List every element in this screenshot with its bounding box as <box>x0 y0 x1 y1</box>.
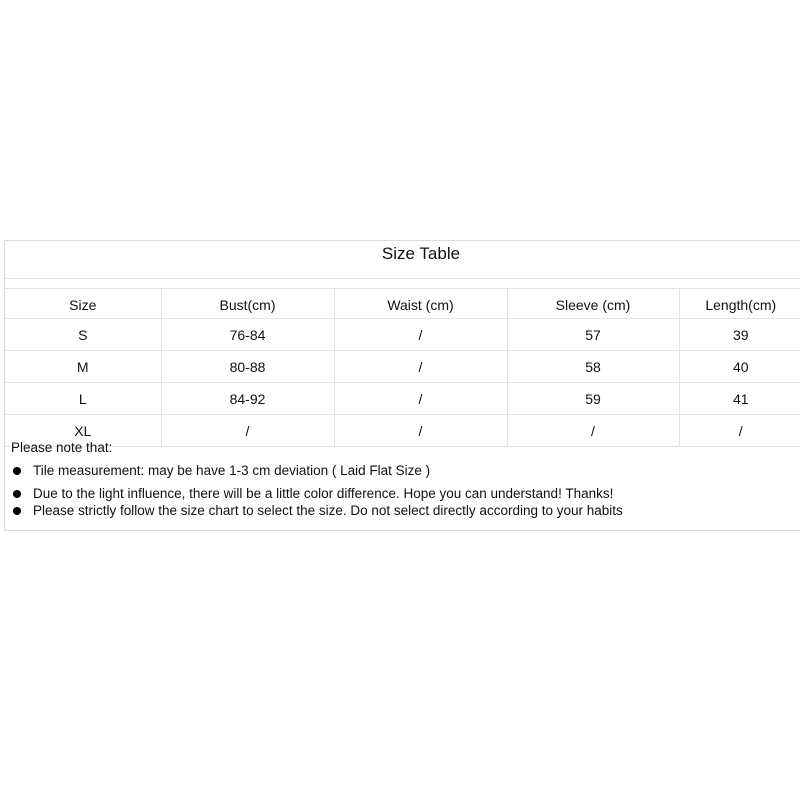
notes-section <box>11 438 791 520</box>
cell-length: 39 <box>679 319 800 351</box>
cell-bust: 80-88 <box>161 351 334 383</box>
bullet-dot-icon <box>13 490 21 498</box>
list-item <box>11 461 791 480</box>
column-header-bust: Bust(cm) <box>161 289 334 319</box>
cell-sleeve: 57 <box>507 319 679 351</box>
cell-bust: 84-92 <box>161 383 334 415</box>
notes-list <box>11 461 791 520</box>
cell-size: M <box>5 351 161 383</box>
cell-bust: / <box>161 415 334 447</box>
table-row <box>5 351 800 383</box>
column-header-length: Length(cm) <box>679 289 800 319</box>
note-text: Due to the light influence, there will be a little color difference. Hope you can understand! Thanks! <box>33 486 614 501</box>
list-item <box>11 484 791 501</box>
size-chart <box>4 240 800 531</box>
bullet-dot-icon <box>13 467 21 475</box>
cell-waist: / <box>334 383 507 415</box>
table-header-row <box>5 289 800 319</box>
cell-length: 40 <box>679 351 800 383</box>
table-row <box>5 319 800 351</box>
column-header-waist: Waist (cm) <box>334 289 507 319</box>
column-header-sleeve: Sleeve (cm) <box>507 289 679 319</box>
notes-heading: Please note that: <box>11 440 113 455</box>
cell-size: L <box>5 383 161 415</box>
column-header-size: Size <box>5 289 161 319</box>
size-table-title <box>5 241 800 279</box>
size-table-title-text: Size Table <box>381 244 461 263</box>
cell-size: S <box>5 319 161 351</box>
cell-size: XL <box>5 415 161 447</box>
note-text: Tile measurement: may be have 1-3 cm deviation ( Laid Flat Size ) <box>33 463 431 478</box>
size-table <box>5 288 800 447</box>
cell-sleeve: / <box>507 415 679 447</box>
cell-waist: / <box>334 319 507 351</box>
note-text: Please strictly follow the size chart to select the size. Do not select directly according to your habits <box>33 503 623 518</box>
list-item <box>11 501 791 520</box>
table-row <box>5 383 800 415</box>
cell-sleeve: 58 <box>507 351 679 383</box>
cell-bust: 76-84 <box>161 319 334 351</box>
cell-sleeve: 59 <box>507 383 679 415</box>
bullet-dot-icon <box>13 507 21 515</box>
cell-length: 41 <box>679 383 800 415</box>
cell-waist: / <box>334 415 507 447</box>
cell-length: / <box>679 415 800 447</box>
cell-waist: / <box>334 351 507 383</box>
